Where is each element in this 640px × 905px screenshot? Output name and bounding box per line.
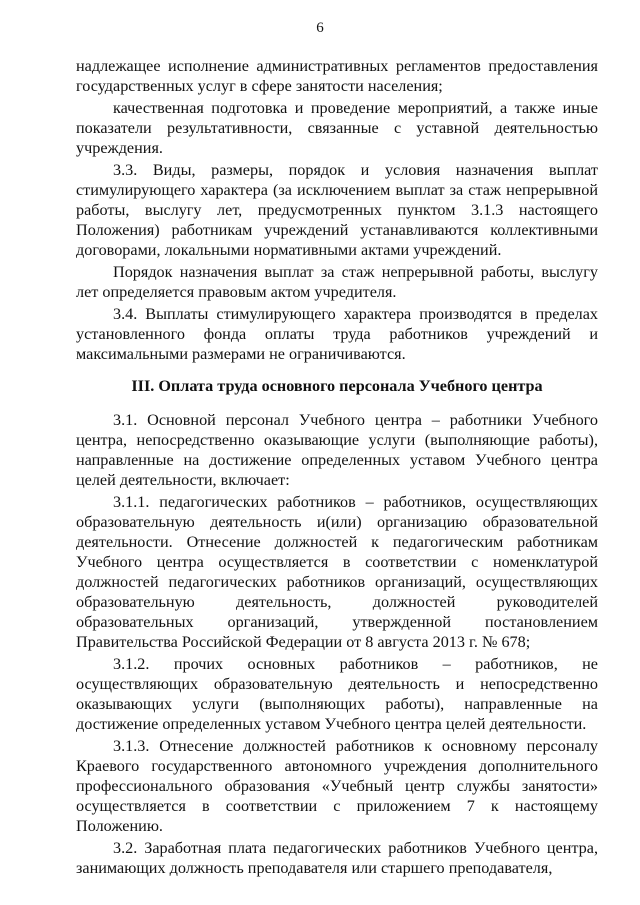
paragraph: Порядок назначения выплат за стаж непрерывной работы, выслугу лет определяется правовым актом учредителя. [76,263,598,301]
paragraph: надлежащее исполнение административных регламентов предоставления государственных услуг в сфере занятости населения; [76,57,598,95]
paragraph: 3.1. Основной персонал Учебного центра – работники Учебного центра, непосредственно оказывающие услуги (выполняющие работы), направленные на достижение определенных уставом Учебного центра целей деятельности, включает: [76,411,598,489]
paragraph: 3.2. Заработная плата педагогических работников Учебного центра, занимающих должность преподавателя или старшего преподавателя, [76,839,598,877]
paragraph: 3.3. Виды, размеры, порядок и условия назначения выплат стимулирующего характера (за исключением выплат за стаж непрерывной работы, выслугу лет, предусмотренных пунктом 3.1.3 настоящего Положения) работникам учреждений устанавливаются коллективными договорами, локальными нормативными актами учреждений. [76,161,598,259]
document-body [76,56,598,880]
paragraph: 3.1.2. прочих основных работников – работников, не осуществляющих образовательную деятельность и непосредственно оказывающих услуги (выполняющих работы), направленные на достижение определенных уставом Учебного центра целей деятельности. [76,655,598,733]
page-number: 6 [316,20,324,36]
paragraph: качественная подготовка и проведение мероприятий, а также иные показатели результативности, связанные с уставной деятельностью учреждения. [76,99,598,157]
paragraph: 3.1.3. Отнесение должностей работников к основному персоналу Краевого государственного автономного учреждения дополнительного профессионального образования «Учебный центр службы занятости» осуществляется в соответствии с приложением 7 к настоящему Положению. [76,737,598,835]
paragraph: 3.4. Выплаты стимулирующего характера производятся в пределах установленного фонда оплаты труда работников учреждений и максимальными размерами не ограничиваются. [76,305,598,363]
paragraph: 3.1.1. педагогических работников – работников, осуществляющих образовательную деятельность и(или) организацию образовательной деятельности. Отнесение должностей к педагогическим работникам Учебного центра осуществляется в соответствии с номенклатурой должностей педагогических работников организаций, осуществляющих образовательную деятельность, должностей руководителей образовательных организаций, утвержденной постановлением Правительства Российской Федерации от 8 августа 2013 г. № 678; [76,493,598,651]
section-heading: III. Оплата труда основного персонала Учебного центра [131,377,543,395]
